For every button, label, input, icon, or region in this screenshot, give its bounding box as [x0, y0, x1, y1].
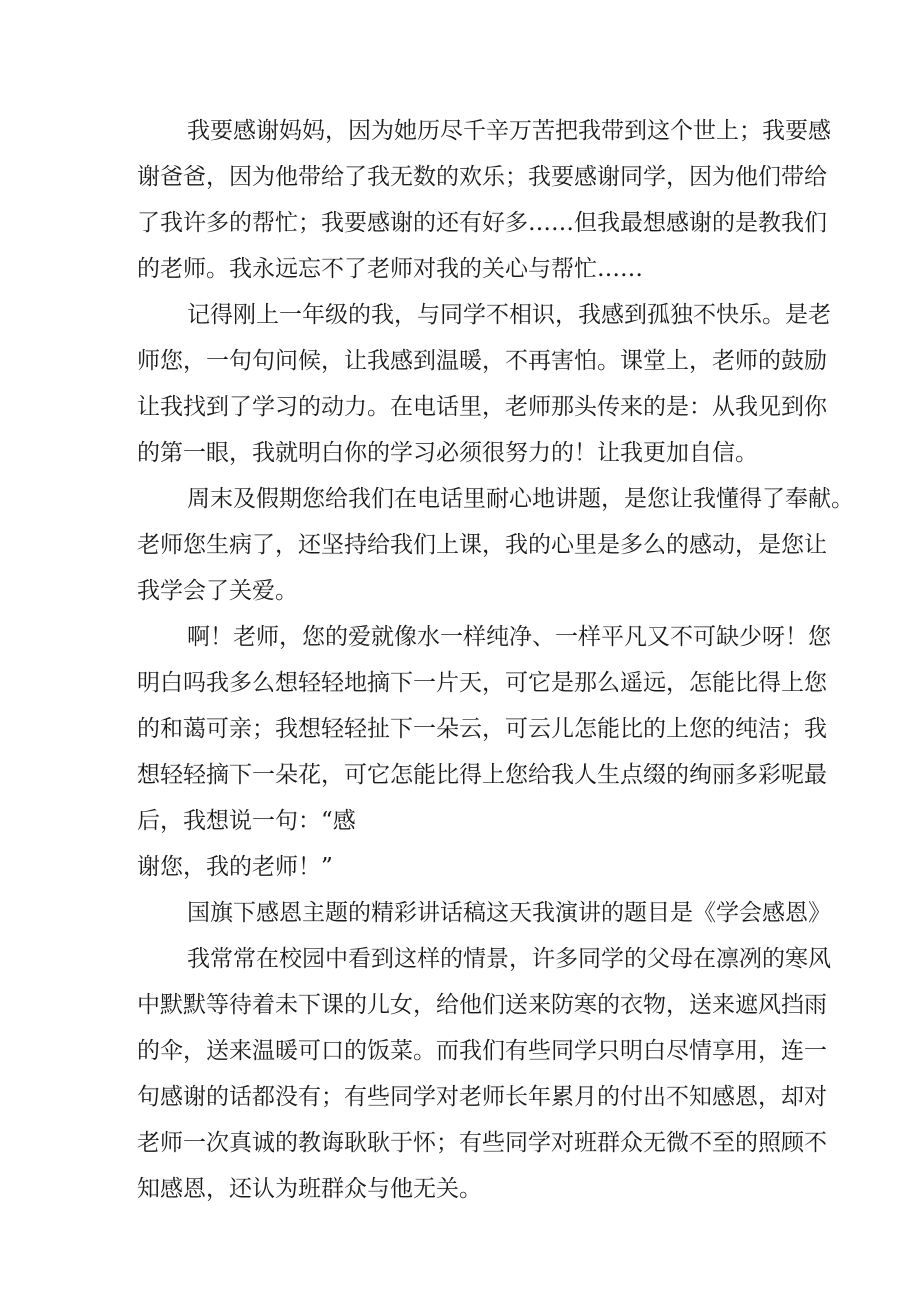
text-line: 的和蔼可亲；我想轻轻扯下一朵云，可云儿怎能比的上您的纯洁；我: [137, 716, 827, 742]
text-line: 的老师。我永远忘不了老师对我的关心与帮忙……: [137, 256, 643, 282]
text-line: 我要感谢妈妈，因为她历尽千辛万苦把我带到这个世上；我要感: [187, 118, 831, 144]
text-line: 后，我想说一句：“感: [137, 808, 356, 834]
text-line: 老师一次真诚的教诲耿耿于怀；有些同学对班群众无微不至的照顾不: [137, 1130, 827, 1156]
text-line: 师您，一句句问候，让我感到温暖，不再害怕。课堂上，老师的鼓励: [137, 348, 827, 374]
text-line: 周末及假期您给我们在电话里耐心地讲题，是您让我懂得了奉献。: [187, 486, 854, 512]
text-line: 让我找到了学习的动力。在电话里，老师那头传来的是：从我见到你: [137, 394, 827, 420]
text-line: 想轻轻摘下一朵花，可它怎能比得上您给我人生点缀的绚丽多彩呢最: [137, 762, 827, 788]
text-line: 明白吗我多么想轻轻地摘下一片天，可它是那么遥远，怎能比得上您: [137, 670, 827, 696]
text-line: 记得刚上一年级的我，与同学不相识，我感到孤独不快乐。是老: [187, 302, 831, 328]
text-line: 知感恩，还认为班群众与他无关。: [137, 1176, 482, 1202]
text-line: 的伞，送来温暖可口的饭菜。而我们有些同学只明白尽情享用，连一: [137, 1038, 827, 1064]
text-line: 谢爸爸，因为他带给了我无数的欢乐；我要感谢同学，因为他们带给: [137, 164, 827, 190]
text-line: 了我许多的帮忙；我要感谢的还有好多……但我最想感谢的是教我们: [137, 210, 827, 236]
text-line: 国旗下感恩主题的精彩讲话稿这天我演讲的题目是《学会感恩》: [187, 900, 831, 926]
text-line: 老师您生病了，还坚持给我们上课，我的心里是多么的感动，是您让: [137, 532, 827, 558]
text-line: 我学会了关爱。: [137, 578, 298, 604]
text-line: 中默默等待着未下课的儿女，给他们送来防寒的衣物，送来遮风挡雨: [137, 992, 827, 1018]
text-line: 句感谢的话都没有；有些同学对老师长年累月的付出不知感恩，却对: [137, 1084, 827, 1110]
text-line: 啊！老师，您的爱就像水一样纯净、一样平凡又不可缺少呀！您: [187, 624, 831, 650]
text-line: 的第一眼，我就明白你的学习必须很努力的！让我更加自信。: [137, 440, 758, 466]
text-line: 我常常在校园中看到这样的情景，许多同学的父母在凛冽的寒风: [187, 946, 831, 972]
text-line: 谢您，我的老师！”: [137, 854, 333, 880]
